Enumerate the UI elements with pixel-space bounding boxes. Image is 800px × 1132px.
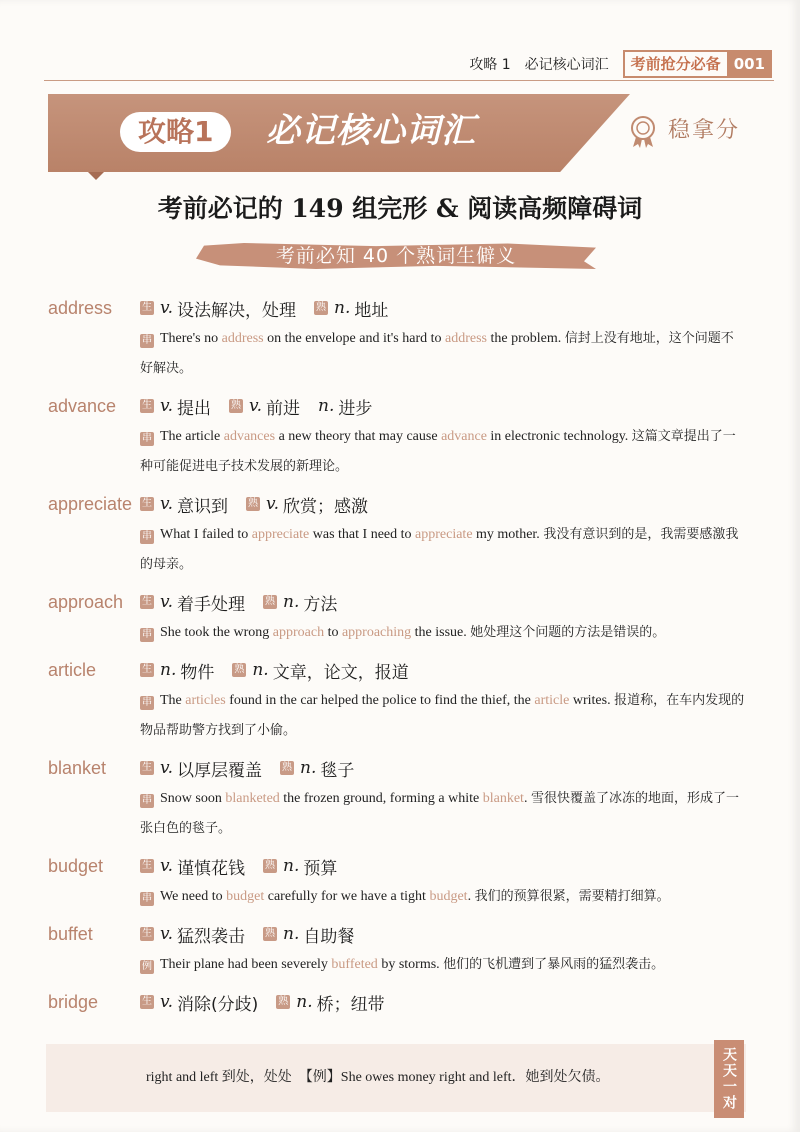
part-of-speech: v. <box>160 494 173 514</box>
medal-icon <box>626 114 660 148</box>
meaning-text: 毯子 <box>320 760 355 781</box>
example-sentence <box>140 520 745 580</box>
example-text: Their plane had been severely <box>160 957 332 972</box>
example-text: to <box>324 625 342 640</box>
example-text: on the envelope and it's hard to <box>263 331 445 346</box>
highlighted-word: approach <box>272 625 325 640</box>
translation-text: 信封上没有地址，这个问题不好解决。 <box>140 331 734 376</box>
part-of-speech: n. <box>283 924 300 944</box>
example-badge: 例 <box>142 961 152 972</box>
vocab-entry <box>0 490 800 580</box>
common-meaning-badge: 熟 <box>265 596 275 607</box>
word-line <box>0 392 800 420</box>
part-of-speech: n. <box>318 396 335 416</box>
highlighted-word: approaching <box>341 625 412 640</box>
example-sentence <box>140 686 745 746</box>
highlighted-word: appreciate <box>251 527 310 542</box>
page-number: 001 <box>727 50 772 78</box>
highlighted-word: budget <box>429 889 468 904</box>
example-text: What I failed to <box>160 527 252 542</box>
example-text: . <box>523 791 531 806</box>
headword: buffet <box>48 923 93 944</box>
meaning-text: 以厚层覆盖 <box>177 760 262 781</box>
translation-text: 他们的飞机遭到了暴风雨的猛烈袭击。 <box>443 957 665 972</box>
meanings <box>140 990 403 1015</box>
meaning-text: 猛烈袭击 <box>177 926 245 947</box>
example-text: There's no <box>160 331 222 346</box>
example-text: The article <box>160 429 224 444</box>
page-heading: 考前必记的 149 组完形 & 阅读高频障碍词 <box>157 194 643 223</box>
word-line <box>0 920 800 948</box>
meaning-text: 设法解决，处理 <box>177 300 296 321</box>
meaning-text: 前进 <box>266 398 300 419</box>
vocab-entry <box>0 920 800 980</box>
example-text: the frozen ground, forming a white <box>279 791 483 806</box>
banner-right-text: 稳拿分 <box>668 118 741 143</box>
example-badge: 串 <box>142 433 152 444</box>
translation-text: 我没有意识到的是，我需要感激我的母亲。 <box>140 527 739 572</box>
highlighted-word: advance <box>441 429 487 444</box>
example-badge: 串 <box>142 893 152 904</box>
meaning-text: 谨慎花钱 <box>177 858 245 879</box>
translation-text: 雪很快覆盖了冰冻的地面，形成了一张白色的毯子。 <box>140 791 739 836</box>
headword: advance <box>48 395 117 416</box>
part-of-speech: n. <box>334 298 351 318</box>
example-badge: 串 <box>142 697 152 708</box>
meanings <box>140 394 390 419</box>
rare-meaning-badge: 生 <box>142 928 152 939</box>
part-of-speech: v. <box>160 856 173 876</box>
example-text: Snow soon <box>160 791 226 806</box>
example-text: the issue. <box>411 625 471 640</box>
banner-fold <box>88 172 104 180</box>
part-of-speech: n. <box>160 660 177 680</box>
part-of-speech: v. <box>249 396 262 416</box>
meaning-text: 文章，论文，报道 <box>272 662 409 683</box>
headword: budget <box>48 855 104 876</box>
banner-title: 必记核心词汇 <box>266 111 476 151</box>
example-text: my mother. <box>472 527 544 542</box>
translation-text: 报道称，在车内发现的物品帮助警方找到了小偷。 <box>140 693 745 738</box>
part-of-speech: n. <box>300 758 317 778</box>
example-text: writes. <box>569 693 615 708</box>
meanings <box>140 658 427 683</box>
meaning-text: 预算 <box>303 858 338 879</box>
example-badge: 串 <box>142 629 152 640</box>
meaning-text: 意识到 <box>177 496 228 517</box>
running-header <box>469 50 772 78</box>
rare-meaning-badge: 生 <box>142 498 152 509</box>
highlighted-word: advances <box>223 429 276 444</box>
translation-text: 我们的预算很紧，需要精打细算。 <box>474 889 670 904</box>
word-line <box>0 754 800 782</box>
part-of-speech: v. <box>160 992 173 1012</box>
rare-meaning-badge: 生 <box>142 860 152 871</box>
example-sentence <box>140 882 745 912</box>
highlighted-word: address <box>445 331 487 346</box>
header-divider <box>44 80 774 81</box>
example-sentence <box>140 324 745 384</box>
headword: approach <box>48 591 124 612</box>
meaning-text: 方法 <box>303 594 338 615</box>
example-text: the problem. <box>487 331 565 346</box>
meanings <box>140 590 355 615</box>
rare-meaning-badge: 生 <box>142 596 152 607</box>
example-text: a new theory that may cause <box>275 429 442 444</box>
vocab-entry <box>0 988 800 1016</box>
common-meaning-badge: 熟 <box>278 996 289 1007</box>
example-text: carefully for we have a tight <box>264 889 430 904</box>
banner-label: 攻略1 <box>120 112 231 152</box>
word-line <box>0 294 800 322</box>
word-line <box>0 656 800 684</box>
vocabulary-list <box>0 294 800 1024</box>
breadcrumb: 攻略 1 必记核心词汇 <box>469 57 609 73</box>
meanings <box>140 854 355 879</box>
common-meaning-badge: 熟 <box>265 928 275 939</box>
word-line <box>0 490 800 518</box>
common-meaning-badge: 熟 <box>231 400 241 411</box>
example-text: by storms. <box>377 957 444 972</box>
common-meaning-badge: 熟 <box>282 762 292 773</box>
word-line <box>0 588 800 616</box>
highlighted-word: appreciate <box>415 527 473 542</box>
example-text: She took the wrong <box>160 625 273 640</box>
example-badge: 串 <box>142 795 152 806</box>
headword: address <box>48 297 113 318</box>
example-sentence <box>140 618 745 648</box>
meaning-text: 物件 <box>180 662 215 683</box>
rare-meaning-badge: 生 <box>142 664 152 675</box>
example-text: found in the car helped the police to find the thief, the <box>225 693 535 708</box>
common-meaning-badge: 熟 <box>234 664 245 675</box>
meaning-text: 进步 <box>338 398 373 419</box>
footer-text: right and left 到处，处处 【例】She owes money right and left．她到处欠债。 <box>146 1070 610 1085</box>
example-sentence <box>140 784 745 844</box>
example-text: We need to <box>160 889 227 904</box>
part-of-speech: v. <box>266 494 279 514</box>
part-of-speech: v. <box>160 298 173 318</box>
meanings <box>140 756 372 781</box>
headword: appreciate <box>48 493 133 514</box>
translation-text: 她处理这个问题的方法是错误的。 <box>470 625 666 640</box>
part-of-speech: v. <box>160 396 173 416</box>
example-badge: 串 <box>142 531 152 542</box>
headword: bridge <box>48 991 99 1012</box>
rare-meaning-badge: 生 <box>142 762 152 773</box>
meanings <box>140 922 372 947</box>
rare-meaning-badge: 生 <box>142 302 152 313</box>
highlighted-word: budget <box>226 889 265 904</box>
highlighted-word: address <box>221 331 264 346</box>
part-of-speech: v. <box>160 924 173 944</box>
example-text: . <box>467 889 475 904</box>
headword: blanket <box>48 757 107 778</box>
word-line <box>0 988 800 1016</box>
highlighted-word: article <box>534 693 570 708</box>
part-of-speech: v. <box>160 758 173 778</box>
rare-meaning-badge: 生 <box>142 400 152 411</box>
part-of-speech: n. <box>283 856 300 876</box>
example-sentence <box>140 422 745 482</box>
vocab-entry <box>0 294 800 384</box>
subheading-banner <box>196 240 596 272</box>
example-sentence <box>140 950 745 980</box>
side-tab: 天天一对 <box>714 1040 744 1118</box>
common-meaning-badge: 熟 <box>265 860 275 871</box>
meanings <box>140 492 386 517</box>
subheading-text: 考前必知 40 个熟词生僻义 <box>275 245 517 267</box>
meaning-text: 消除(分歧) <box>177 994 259 1015</box>
meaning-text: 自助餐 <box>303 926 355 947</box>
example-text: was that I need to <box>309 527 416 542</box>
highlighted-word: buffeted <box>331 957 378 972</box>
example-text: in electronic technology. <box>486 429 632 444</box>
headword: article <box>48 659 97 680</box>
example-badge: 串 <box>142 335 152 346</box>
meaning-text: 地址 <box>354 300 389 321</box>
part-of-speech: n. <box>296 992 313 1012</box>
translation-text: 这篇文章提出了一种可能促进电子技术发展的新理论。 <box>140 429 736 474</box>
vocab-entry <box>0 588 800 648</box>
highlighted-word: blanketed <box>225 791 280 806</box>
highlighted-word: articles <box>185 693 226 708</box>
rare-meaning-badge: 生 <box>142 996 152 1007</box>
meanings <box>140 296 406 321</box>
part-of-speech: n. <box>283 592 300 612</box>
meaning-text: 欣赏；感激 <box>283 496 368 517</box>
vocab-entry <box>0 656 800 746</box>
vocab-entry <box>0 392 800 482</box>
vocab-entry <box>0 754 800 844</box>
section-banner <box>48 94 778 172</box>
common-meaning-badge: 熟 <box>248 498 258 509</box>
part-of-speech: n. <box>252 660 269 680</box>
vocab-entry <box>0 852 800 912</box>
meaning-text: 提出 <box>177 398 211 419</box>
meaning-text: 着手处理 <box>177 594 245 615</box>
example-text: The <box>160 693 186 708</box>
word-line <box>0 852 800 880</box>
section-tag: 考前抢分必备 <box>623 50 729 78</box>
footer-box <box>46 1044 746 1112</box>
common-meaning-badge: 熟 <box>316 302 326 313</box>
highlighted-word: blanket <box>482 791 524 806</box>
part-of-speech: v. <box>160 592 173 612</box>
meaning-text: 桥；纽带 <box>316 994 385 1015</box>
